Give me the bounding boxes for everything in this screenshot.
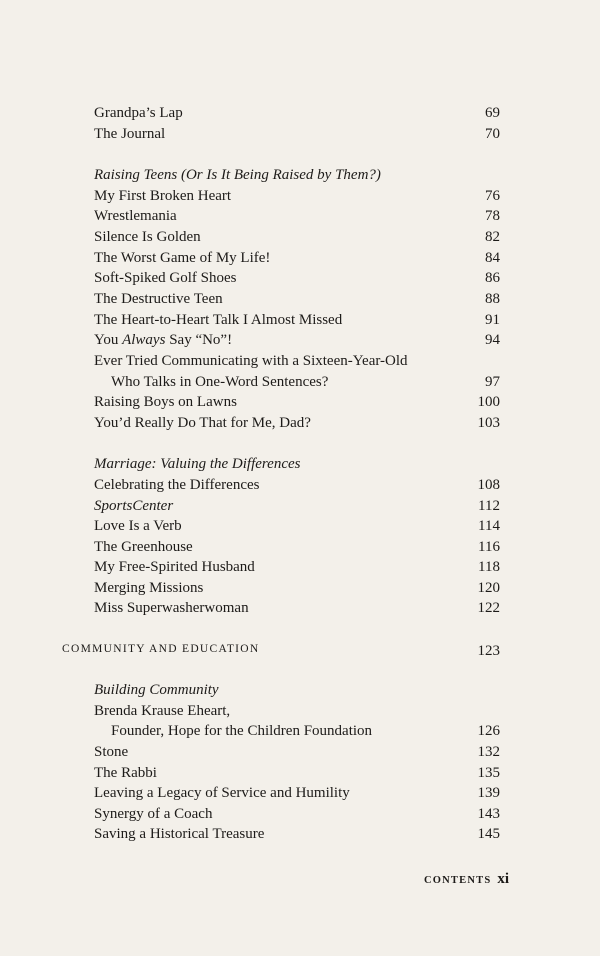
toc-entry[interactable] <box>94 557 255 577</box>
entry-title: Celebrating the Differences <box>94 477 260 493</box>
section-heading: Building Community <box>94 682 219 698</box>
entry-page: 126 <box>477 723 500 739</box>
running-footer <box>424 869 509 891</box>
toc-entry[interactable] <box>94 330 232 350</box>
entry-page: 76 <box>485 188 500 204</box>
toc-entry-continuation[interactable] <box>111 721 372 741</box>
entry-title: Raising Boys on Lawns <box>94 394 237 410</box>
toc-entry[interactable] <box>94 206 177 226</box>
entry-title: SportsCenter <box>94 498 174 514</box>
toc-entry[interactable] <box>94 516 182 536</box>
entry-page: 120 <box>477 580 500 596</box>
entry-title: My Free-Spirited Husband <box>94 559 255 575</box>
entry-title: Ever Tried Communicating with a Sixteen-Year-Old <box>94 353 408 369</box>
entry-title: Wrestlemania <box>94 208 177 224</box>
entry-page: 97 <box>485 374 500 390</box>
entry-page: 103 <box>477 415 500 431</box>
entry-page: 100 <box>477 394 500 410</box>
entry-title: The Greenhouse <box>94 539 193 555</box>
entry-title: Who Talks in One-Word Sentences? <box>111 374 329 390</box>
part-page: 123 <box>477 643 500 659</box>
toc-entry[interactable] <box>94 351 408 371</box>
section-heading: Raising Teens (Or Is It Being Raised by Them?) <box>94 167 381 183</box>
toc-entry[interactable] <box>94 496 173 516</box>
entry-title: The Destructive Teen <box>94 291 223 307</box>
entry-title-emphasis: Always <box>122 332 166 348</box>
entry-title: The Worst Game of My Life! <box>94 250 271 266</box>
entry-title: Founder, Hope for the Children Foundation <box>111 723 373 739</box>
entry-title: The Journal <box>94 126 166 142</box>
entry-title: Saving a Historical Treasure <box>94 826 265 842</box>
toc-entry[interactable] <box>94 742 128 762</box>
toc-entry[interactable] <box>94 475 259 495</box>
entry-title: Love Is a Verb <box>94 518 182 534</box>
entry-page: 78 <box>485 208 500 224</box>
entry-page: 143 <box>477 806 500 822</box>
entry-page: 135 <box>477 765 500 781</box>
entry-page: 91 <box>485 312 500 328</box>
entry-page: 108 <box>477 477 500 493</box>
entry-page: 116 <box>478 539 500 555</box>
entry-title: Synergy of a Coach <box>94 806 213 822</box>
toc-entry[interactable] <box>94 103 183 123</box>
entry-title: Soft-Spiked Golf Shoes <box>94 270 237 286</box>
section-heading: Marriage: Valuing the Differences <box>94 456 301 472</box>
entry-page: 84 <box>485 250 500 266</box>
part-heading: COMMUNITY AND EDUCATION <box>62 643 260 655</box>
toc-entry[interactable] <box>94 413 311 433</box>
toc-entry[interactable] <box>94 804 212 824</box>
toc-entry[interactable] <box>94 268 237 288</box>
entry-page: 112 <box>478 498 500 514</box>
entry-title: Silence Is Golden <box>94 229 201 245</box>
entry-title: My First Broken Heart <box>94 188 232 204</box>
entry-page: 114 <box>478 518 500 534</box>
entry-page: 86 <box>485 270 500 286</box>
entry-title: The Rabbi <box>94 765 157 781</box>
entry-title-pre: You <box>94 332 123 348</box>
toc-entry-continuation[interactable] <box>111 372 328 392</box>
toc-entry[interactable] <box>94 578 203 598</box>
toc-entry[interactable] <box>94 186 231 206</box>
toc-entry[interactable] <box>94 537 193 557</box>
entry-title: Brenda Krause Eheart, <box>94 703 231 719</box>
entry-title: Merging Missions <box>94 580 204 596</box>
entry-page: 132 <box>477 744 500 760</box>
toc-entry[interactable] <box>94 289 223 309</box>
toc-entry[interactable] <box>94 763 157 783</box>
toc-entry[interactable] <box>94 248 270 268</box>
entry-page: 145 <box>477 826 500 842</box>
toc-entry[interactable] <box>94 227 201 247</box>
entry-title-post: Say “No”! <box>165 332 233 348</box>
entry-page: 118 <box>478 559 500 575</box>
entry-page: 82 <box>485 229 500 245</box>
toc-entry[interactable] <box>94 310 342 330</box>
footer-label: CONTENTS <box>424 875 492 886</box>
entry-page: 122 <box>477 600 500 616</box>
toc-entry[interactable] <box>94 392 237 412</box>
toc-entry[interactable] <box>94 824 264 844</box>
toc-entry[interactable] <box>94 124 165 144</box>
entry-title: You’d Really Do That for Me, Dad? <box>94 415 311 431</box>
entry-page: 139 <box>477 785 500 801</box>
entry-page: 69 <box>485 105 500 121</box>
toc-entry[interactable] <box>94 598 249 618</box>
entry-title: Stone <box>94 744 129 760</box>
entry-title: The Heart-to-Heart Talk I Almost Missed <box>94 312 343 328</box>
entry-page: 94 <box>485 332 500 348</box>
footer-page-number: xi <box>497 871 510 887</box>
entry-title: Leaving a Legacy of Service and Humility <box>94 785 350 801</box>
entry-title: Miss Superwasherwoman <box>94 600 249 616</box>
entry-page: 88 <box>485 291 500 307</box>
entry-title: Grandpa’s Lap <box>94 105 183 121</box>
toc-entry[interactable] <box>94 701 230 721</box>
toc-entry[interactable] <box>94 783 350 803</box>
entry-page: 70 <box>485 126 500 142</box>
